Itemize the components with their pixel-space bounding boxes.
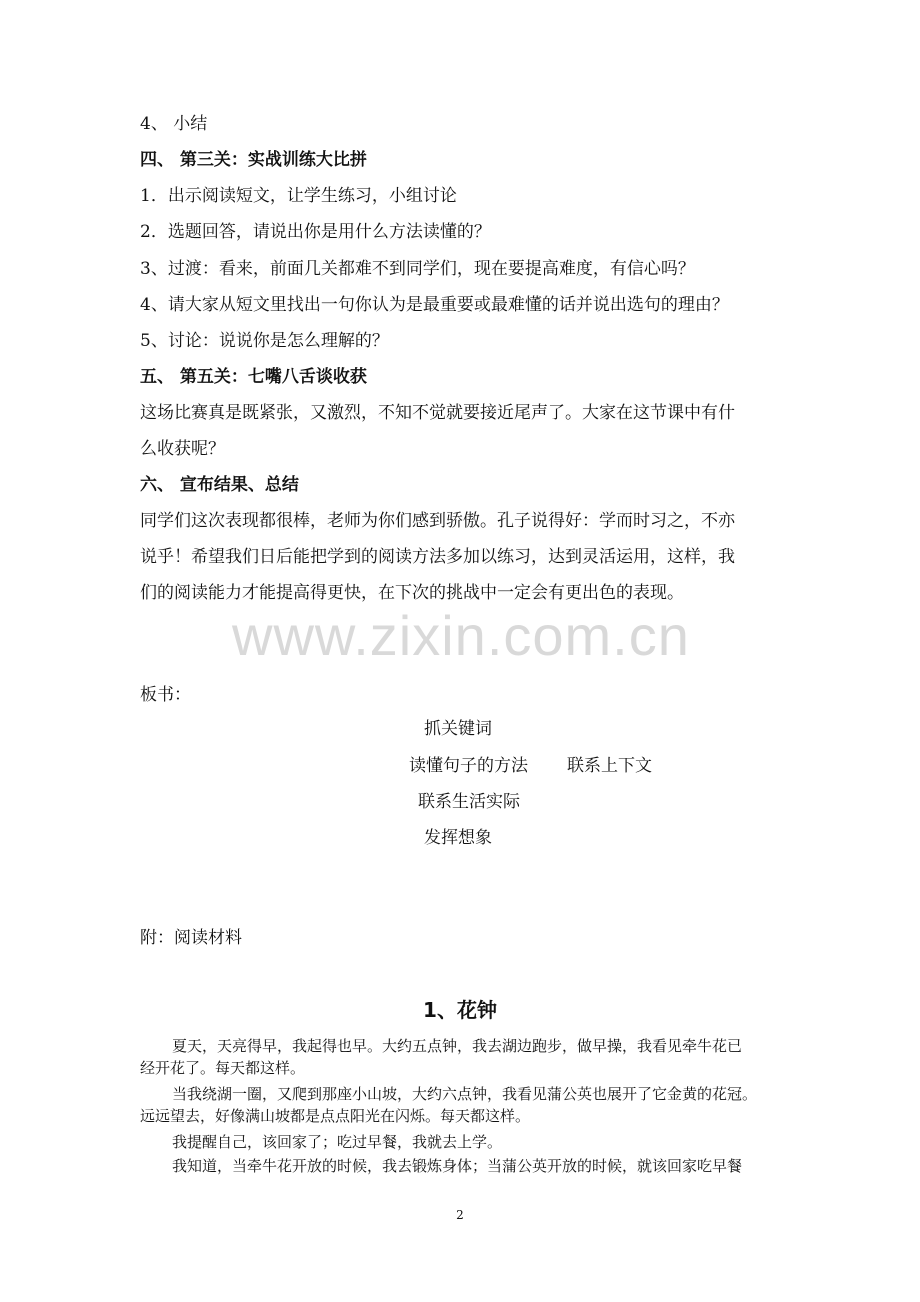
list-item: 4、请大家从短文里找出一句你认为是最重要或最难懂的话并说出选句的理由？ <box>140 295 729 315</box>
paragraph-line: 同学们这次表现都很棒，老师为你们感到骄傲。孔子说得好：学而时习之，不亦 <box>140 511 735 531</box>
board-center: 读懂句子的方法 <box>409 756 528 776</box>
list-item: 3、过渡：看来，前面几关都难不到同学们，现在要提高难度，有信心吗？ <box>140 259 695 279</box>
reading-line: 我知道，当牵牛花开放的时候，我去锻炼身体；当蒲公英开放的时候，就该回家吃早餐 <box>172 1157 743 1175</box>
section-heading-4: 四、 第三关：实战训练大比拼 <box>140 150 367 170</box>
appendix-label: 附：阅读材料 <box>140 928 242 948</box>
board-item: 发挥想象 <box>424 828 492 848</box>
board-label: 板书： <box>140 685 191 705</box>
section-heading-5: 五、 第五关：七嘴八舌谈收获 <box>140 367 367 387</box>
watermark: www.zixin.com.cn <box>232 604 690 667</box>
paragraph-line: 们的阅读能力才能提高得更快，在下次的挑战中一定会有更出色的表现。 <box>140 583 684 603</box>
paragraph-line: 这场比赛真是既紧张，又激烈，不知不觉就要接近尾声了。大家在这节课中有什 <box>140 403 735 423</box>
board-item: 联系上下文 <box>567 756 652 776</box>
reading-line: 夏天，天亮得早，我起得也早。大约五点钟，我去湖边跑步，做早操，我看见牵牛花已 <box>172 1037 743 1055</box>
summary-item: 4、 小结 <box>140 114 208 134</box>
board-item: 联系生活实际 <box>418 792 520 812</box>
page-number: 2 <box>456 1208 464 1222</box>
reading-line: 我提醒自己，该回家了；吃过早餐，我就去上学。 <box>172 1133 503 1151</box>
list-item: 2．选题回答，请说出你是用什么方法读懂的？ <box>140 222 491 242</box>
list-item: 1．出示阅读短文，让学生练习，小组讨论 <box>140 186 457 206</box>
paragraph-line: 说乎！希望我们日后能把学到的阅读方法多加以练习，达到灵活运用，这样，我 <box>140 547 735 567</box>
reading-line: 当我绕湖一圈，又爬到那座小山坡，大约六点钟，我看见蒲公英也展开了它金黄的花冠。 <box>172 1085 758 1103</box>
paragraph-line: 么收获呢？ <box>140 439 225 459</box>
reading-line: 经开花了。每天都这样。 <box>140 1059 306 1077</box>
reading-title: 1、花钟 <box>423 998 497 1022</box>
list-item: 5、讨论：说说你是怎么理解的？ <box>140 331 389 351</box>
section-heading-6: 六、 宣布结果、总结 <box>140 475 299 495</box>
reading-line: 远远望去，好像满山坡都是点点阳光在闪烁。每天都这样。 <box>140 1107 531 1125</box>
board-item: 抓关键词 <box>424 719 492 739</box>
